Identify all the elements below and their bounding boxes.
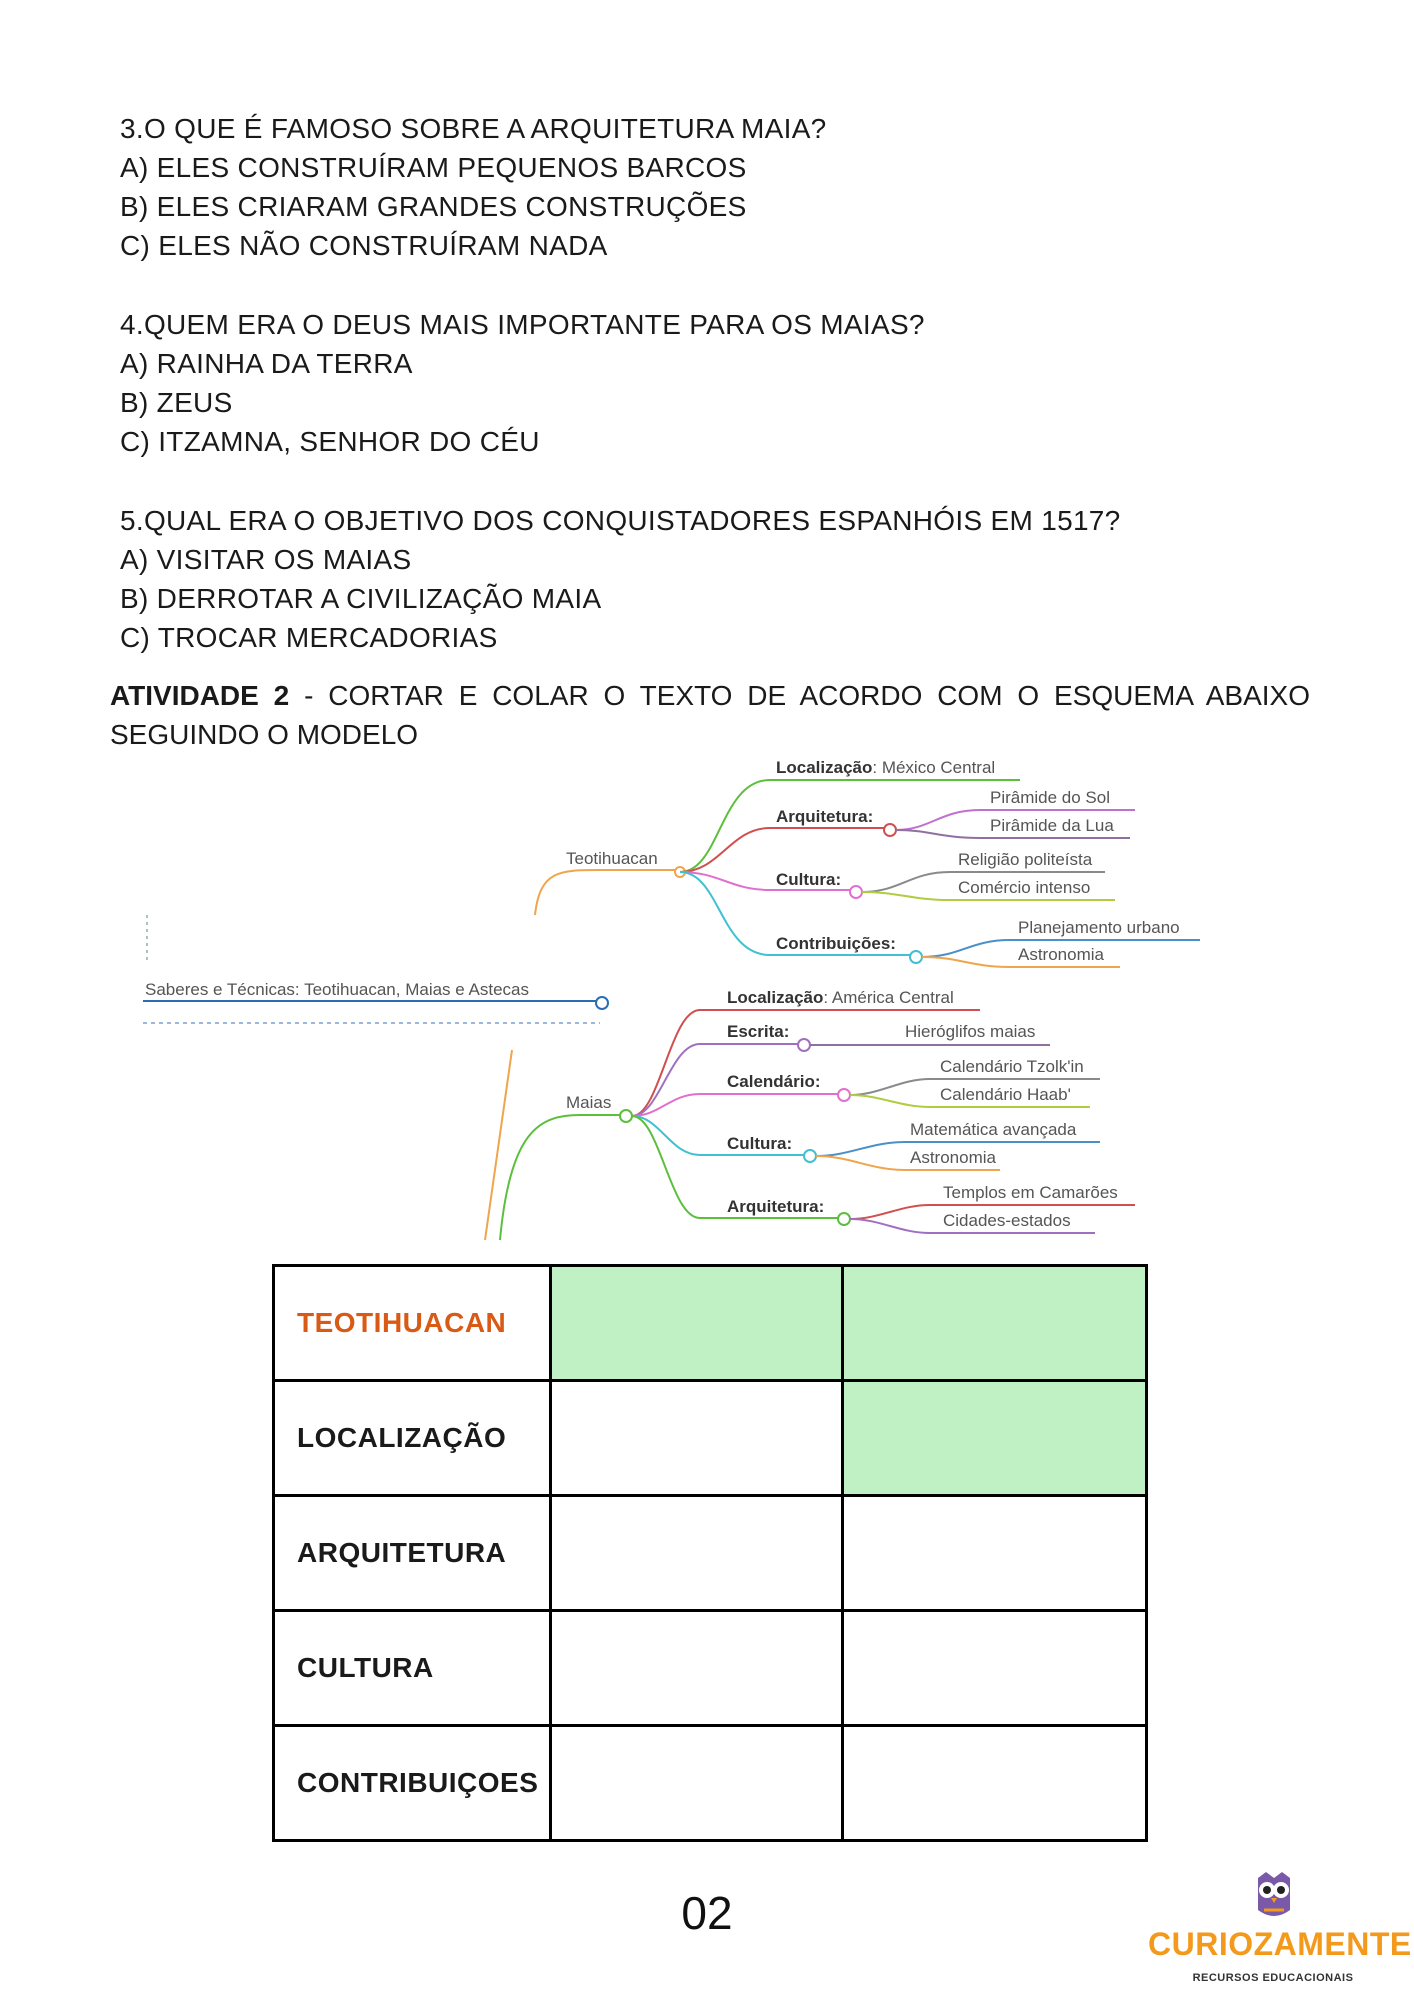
maias-arq-item: Templos em Camarões [943, 1183, 1118, 1202]
row-label: TEOTIHUACAN [274, 1266, 551, 1381]
teo-arquitetura: Arquitetura: [776, 807, 874, 826]
cut-paste-table [272, 1264, 1148, 1842]
table-cell [843, 1381, 1147, 1496]
activity-text: - CORTAR E COLAR O TEXTO DE ACORDO COM O ESQUEMA ABAIXO SEGUINDO O MODELO [110, 680, 1310, 750]
table-row [274, 1266, 1147, 1381]
owl-icon [1252, 1870, 1296, 1922]
maias-calendario: Calendário: [727, 1072, 821, 1091]
table-cell [551, 1496, 843, 1611]
table-row [274, 1611, 1147, 1726]
maias-cal-item: Calendário Tzolk'in [940, 1057, 1084, 1076]
teo-arq-item: Pirâmide da Lua [990, 816, 1114, 835]
maias-cal-item: Calendário Haab' [940, 1085, 1071, 1104]
teo-cult-item: Religião politeísta [958, 850, 1093, 869]
maias-localizacao: Localização: América Central [727, 988, 954, 1007]
maias-node: Maias [566, 1093, 612, 1112]
table-row [274, 1496, 1147, 1611]
teo-localizacao: Localização: México Central [776, 758, 996, 777]
question-text: 4.QUEM ERA O DEUS MAIS IMPORTANTE PARA OS MAIAS? [120, 309, 925, 340]
maias-cult-item: Astronomia [910, 1148, 996, 1167]
table-row [274, 1381, 1147, 1496]
logo-name: CURIOZAMENTE [1148, 1926, 1412, 1962]
table-cell [843, 1726, 1147, 1841]
activity-instructions [110, 676, 1310, 754]
logo [1148, 1870, 1412, 1990]
option-a: A) VISITAR OS MAIAS [120, 544, 412, 575]
option-b: B) ELES CRIARAM GRANDES CONSTRUÇÕES [120, 191, 747, 222]
mind-map [0, 750, 1414, 1240]
option-c: C) ITZAMNA, SENHOR DO CÉU [120, 426, 540, 457]
maias-escrita-item: Hieróglifos maias [905, 1022, 1036, 1041]
root-node [596, 997, 608, 1009]
table-cell [551, 1611, 843, 1726]
page-number: 02 [681, 1887, 733, 1939]
activity-label: ATIVIDADE 2 [110, 680, 290, 711]
option-a: A) ELES CONSTRUÍRAM PEQUENOS BARCOS [120, 152, 747, 183]
option-b: B) DERROTAR A CIVILIZAÇÃO MAIA [120, 583, 602, 614]
teo-cult-item: Comércio intenso [958, 878, 1091, 897]
teotihuacan-node: Teotihuacan [566, 849, 658, 868]
row-label: CONTRIBUIÇOES [274, 1726, 551, 1841]
option-c: C) TROCAR MERCADORIAS [120, 622, 498, 653]
question-text: 5.QUAL ERA O OBJETIVO DOS CONQUISTADORES ESPANHÓIS EM 1517? [120, 505, 1121, 536]
table-cell [843, 1611, 1147, 1726]
table-cell [551, 1381, 843, 1496]
row-label: ARQUITETURA [274, 1496, 551, 1611]
teo-contrib-item: Astronomia [1018, 945, 1104, 964]
teo-contribuicoes: Contribuições: [776, 934, 896, 953]
question-5 [120, 501, 1121, 657]
table-cell [843, 1266, 1147, 1381]
row-label: LOCALIZAÇÃO [274, 1381, 551, 1496]
table-cell [551, 1726, 843, 1841]
maias-cultura: Cultura: [727, 1134, 793, 1153]
table-cell [843, 1496, 1147, 1611]
option-b: B) ZEUS [120, 387, 233, 418]
question-4 [120, 305, 925, 461]
question-3 [120, 109, 827, 265]
teo-contrib-item: Planejamento urbano [1018, 918, 1180, 937]
mindmap-root: Saberes e Técnicas: Teotihuacan, Maias e Astecas [145, 980, 529, 999]
row-label: CULTURA [274, 1611, 551, 1726]
table-cell [551, 1266, 843, 1381]
question-text: 3.O QUE É FAMOSO SOBRE A ARQUITETURA MAIA? [120, 113, 827, 144]
maias-arquitetura: Arquitetura: [727, 1197, 825, 1216]
logo-subtitle: RECURSOS EDUCACIONAIS [1192, 1972, 1354, 1984]
option-a: A) RAINHA DA TERRA [120, 348, 413, 379]
maias-escrita: Escrita: [727, 1022, 790, 1041]
maias-arq-item: Cidades-estados [943, 1211, 1071, 1230]
table-row [274, 1726, 1147, 1841]
option-c: C) ELES NÃO CONSTRUÍRAM NADA [120, 230, 608, 261]
maias-cult-item: Matemática avançada [910, 1120, 1077, 1139]
teo-cultura: Cultura: [776, 870, 842, 889]
teo-arq-item: Pirâmide do Sol [990, 788, 1111, 807]
